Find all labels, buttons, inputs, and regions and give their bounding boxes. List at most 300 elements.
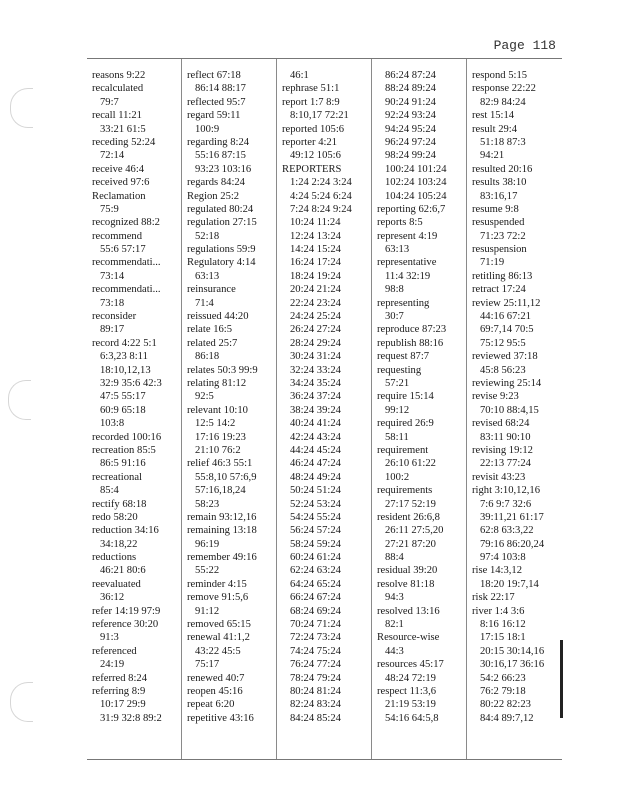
index-headword: reopen: [187, 685, 216, 697]
index-entry-continuation: [472, 645, 562, 658]
index-page-refs: 85:5: [137, 444, 156, 456]
index-entry: [92, 283, 181, 296]
index-headword: reported: [282, 123, 318, 135]
index-entry: [92, 444, 181, 457]
index-entry: [187, 631, 276, 644]
index-page-refs: 1:24 2:24 3:24: [290, 177, 352, 189]
index-page-refs: 18:20 19:7,14: [480, 578, 539, 590]
index-entry: [92, 190, 181, 203]
index-entry-continuation: [472, 551, 562, 564]
index-page-refs: 64:24 65:24: [290, 578, 341, 590]
index-page-refs: 16:5: [213, 324, 233, 336]
index-page-refs: 99:12: [385, 404, 410, 416]
index-entry: [377, 323, 466, 336]
index-page-refs: 43:23: [501, 471, 526, 483]
index-entry-continuation: [282, 578, 371, 591]
index-entry-continuation: [377, 377, 466, 390]
index-headword: report: [282, 96, 308, 108]
index-headword: recommend: [92, 230, 143, 242]
margin-rule: [560, 640, 563, 718]
index-entry-continuation: [472, 457, 562, 470]
index-entry: [472, 109, 562, 122]
index-entry-continuation: [377, 96, 466, 109]
index-entry-continuation: [377, 69, 466, 82]
index-page-refs: 96:24 97:24: [385, 136, 436, 148]
index-page-refs: 97:6: [130, 177, 150, 189]
index-entry: [187, 323, 276, 336]
index-page-refs: 42:24 43:24: [290, 431, 341, 443]
index-entry-continuation: [472, 96, 562, 109]
index-page-refs: 89:17: [100, 324, 125, 336]
index-entry-continuation: [282, 230, 371, 243]
index-entry: [92, 551, 181, 564]
index-entry-continuation: [187, 163, 276, 176]
index-entry: [472, 390, 562, 403]
index-entry-continuation: [377, 551, 466, 564]
index-entry: [92, 524, 181, 537]
index-entry-continuation: [282, 390, 371, 403]
index-page-refs: 16:24 17:24: [290, 257, 341, 269]
index-page-refs: 100:9: [195, 123, 220, 135]
index-headword: regulated: [187, 203, 227, 215]
index-headword: Regulatory: [187, 257, 235, 269]
index-entry: [377, 203, 466, 216]
index-entry-continuation: [187, 82, 276, 95]
index-column-5: [467, 59, 562, 759]
index-entry: [92, 511, 181, 524]
index-entry-continuation: [92, 377, 181, 390]
index-entry-continuation: [377, 283, 466, 296]
index-page-refs: 11:3,6: [409, 685, 437, 697]
index-headword: record: [92, 337, 120, 349]
index-entry: [187, 136, 276, 149]
index-page-refs: 44:24 45:24: [290, 444, 341, 456]
index-page-refs: 76:2 79:18: [480, 685, 526, 697]
index-page-refs: 30:7: [385, 311, 404, 323]
index-column-3: [277, 59, 372, 759]
index-entry-continuation: [92, 698, 181, 711]
index-page-refs: 62:24 63:24: [290, 565, 341, 577]
index-page-refs: 48:24 72:19: [385, 672, 436, 684]
index-page-refs: 13:16: [415, 605, 440, 617]
index-page-refs: 84:4 89:7,12: [480, 712, 534, 724]
index-headword: requesting: [377, 364, 422, 376]
index-entry-continuation: [187, 645, 276, 658]
index-page-refs: 24:24 25:24: [290, 311, 341, 323]
index-entry-continuation: [187, 270, 276, 283]
index-page-refs: 51:18 87:3: [480, 136, 526, 148]
index-page-refs: 25:11,12: [503, 297, 541, 309]
index-page-refs: 96:19: [195, 538, 220, 550]
index-page-refs: 26:24 27:24: [290, 324, 341, 336]
index-entry: [377, 444, 466, 457]
index-entry-continuation: [92, 149, 181, 162]
index-entry-continuation: [377, 404, 466, 417]
index-page-refs: 28:24 29:24: [290, 337, 341, 349]
index-headword: relates: [187, 364, 215, 376]
index-entry-continuation: [472, 672, 562, 685]
index-headword: result: [472, 123, 496, 135]
index-headword: require: [377, 391, 407, 403]
index-page-refs: 18:24 19:24: [290, 270, 341, 282]
index-entry-continuation: [377, 136, 466, 149]
index-headword: resuspension: [472, 244, 527, 256]
index-page-refs: 34:24 35:24: [290, 377, 341, 389]
index-entry-continuation: [472, 698, 562, 711]
index-page-refs: 30:16,17 36:16: [480, 659, 545, 671]
index-entry-continuation: [472, 685, 562, 698]
index-entry-continuation: [472, 136, 562, 149]
index-page-refs: 93:23 103:16: [195, 163, 252, 175]
index-entry: [92, 136, 181, 149]
index-headword: referenced: [92, 645, 137, 657]
index-page-refs: 9:23: [499, 391, 519, 403]
index-headword: recall: [92, 110, 116, 122]
index-page-refs: 52:18: [195, 230, 220, 242]
index-headword: retract: [472, 284, 500, 296]
index-page-refs: 44:16 67:21: [480, 311, 531, 323]
index-entry-continuation: [187, 471, 276, 484]
index-headword: resulted: [472, 163, 506, 175]
index-page-refs: 93:12,16: [219, 511, 257, 523]
index-entry-continuation: [92, 203, 181, 216]
index-page-refs: 81:18: [410, 578, 435, 590]
index-page-refs: 105:6: [319, 123, 345, 135]
index-page-refs: 22:22: [511, 83, 536, 95]
index-entry-continuation: [187, 431, 276, 444]
index-headword: recognized: [92, 217, 139, 229]
index-page-refs: 32:9 35:6 42:3: [100, 377, 162, 389]
index-headword: remove: [187, 592, 219, 604]
index-headword: revised: [472, 418, 503, 430]
index-page-refs: 4:24 5:24 6:24: [290, 190, 352, 202]
index-page-refs: 38:10: [502, 177, 527, 189]
index-entry-continuation: [282, 109, 371, 122]
index-entry-continuation: [92, 390, 181, 403]
index-page-refs: 30:20: [134, 619, 159, 631]
index-entry: [472, 444, 562, 457]
index-entry-continuation: [472, 149, 562, 162]
index-page-refs: 40:7: [225, 672, 245, 684]
index-entry: [472, 591, 562, 604]
index-page-refs: 46:24 47:24: [290, 458, 341, 470]
index-page-refs: 50:3 99:9: [217, 364, 258, 376]
index-page-refs: 9:8: [505, 203, 519, 215]
index-page-refs: 94:24 95:24: [385, 123, 436, 135]
index-page-refs: 80:22 82:23: [480, 699, 531, 711]
index-headword: Reclamation: [92, 190, 146, 202]
index-entry-continuation: [282, 203, 371, 216]
index-page-refs: 54:24 55:24: [290, 511, 341, 523]
index-entry: [187, 216, 276, 229]
index-page-refs: 14:24 15:24: [290, 244, 341, 256]
index-headword: rephrase: [282, 83, 318, 95]
index-entry-continuation: [92, 631, 181, 644]
index-headword: relating: [187, 377, 220, 389]
index-entry-continuation: [377, 82, 466, 95]
index-headword: renewal: [187, 632, 221, 644]
index-entry-continuation: [282, 484, 371, 497]
index-page-refs: 25:14: [517, 377, 542, 389]
index-entry-continuation: [377, 498, 466, 511]
index-entry-continuation: [377, 123, 466, 136]
index-headword: relevant: [187, 404, 222, 416]
index-page-refs: 103:8: [100, 418, 125, 430]
index-page-refs: 20:16: [508, 163, 533, 175]
index-page-refs: 36:24 37:24: [290, 391, 341, 403]
index-entry-continuation: [377, 149, 466, 162]
index-entry: [187, 176, 276, 189]
index-page-refs: 98:8: [385, 284, 404, 296]
index-column-1: [87, 59, 182, 759]
index-entry: [377, 578, 466, 591]
index-page-refs: 70:24 71:24: [290, 619, 341, 631]
index-entry: [377, 390, 466, 403]
index-page-refs: 11:21: [118, 110, 142, 122]
index-headword: respect: [377, 685, 407, 697]
index-entry-continuation: [92, 591, 181, 604]
index-headword: remain: [187, 511, 217, 523]
index-entry-continuation: [282, 417, 371, 430]
index-headword: resolve: [377, 578, 408, 590]
index-entry-continuation: [282, 538, 371, 551]
index-entry-continuation: [282, 243, 371, 256]
index-entry: [472, 564, 562, 577]
index-entry-continuation: [187, 658, 276, 671]
index-page-refs: 86:5 91:16: [100, 458, 146, 470]
index-entry-continuation: [282, 323, 371, 336]
index-page-refs: 10:24 11:24: [290, 217, 341, 229]
index-entry: [187, 685, 276, 698]
index-entry: [187, 256, 276, 269]
index-entry-continuation: [472, 511, 562, 524]
index-entry-continuation: [187, 390, 276, 403]
index-entry-continuation: [187, 498, 276, 511]
index-entry: [187, 672, 276, 685]
index-entry: [187, 96, 276, 109]
index-page-refs: 4:21: [318, 136, 338, 148]
index-page-refs: 8:24: [128, 672, 148, 684]
index-headword: resuspended: [472, 217, 525, 229]
index-entry-continuation: [472, 538, 562, 551]
index-entry-continuation: [472, 431, 562, 444]
index-entry-continuation: [187, 350, 276, 363]
index-entry: [472, 350, 562, 363]
index-entry: [92, 431, 181, 444]
index-headword: reporter: [282, 136, 316, 148]
index-entry-continuation: [377, 698, 466, 711]
index-headword: reconsider: [92, 311, 137, 323]
index-entry: [282, 82, 371, 95]
index-headword: recommendati...: [92, 257, 161, 269]
index-headword: revise: [472, 391, 498, 403]
index-entry-continuation: [377, 538, 466, 551]
index-entry: [92, 471, 181, 484]
index-headword: referring: [92, 685, 130, 697]
index-entry: [92, 645, 181, 658]
index-page-refs: 25:2: [220, 190, 240, 202]
index-entry: [187, 283, 276, 296]
index-headword: remaining: [187, 525, 230, 537]
index-headword: reproduce: [377, 324, 420, 336]
index-headword: resume: [472, 203, 503, 215]
binder-hole-top: [10, 88, 33, 128]
index-column-4: [372, 59, 467, 759]
index-page-refs: 27:15: [232, 217, 257, 229]
index-page-refs: 12:24 13:24: [290, 230, 341, 242]
index-entry-continuation: [472, 712, 562, 725]
index-entry: [377, 216, 466, 229]
index-page-refs: 6:20: [215, 699, 235, 711]
index-page-refs: 46:21 80:6: [100, 565, 146, 577]
index-entry: [377, 297, 466, 310]
index-page-refs: 4:15: [227, 578, 247, 590]
index-page-refs: 84:24: [220, 177, 245, 189]
index-entry: [472, 82, 562, 95]
index-page-refs: 50:24 51:24: [290, 485, 341, 497]
index-entry-continuation: [92, 404, 181, 417]
index-page-refs: 37:18: [513, 351, 538, 363]
index-entry-continuation: [377, 591, 466, 604]
index-page-refs: 72:14: [100, 150, 125, 162]
index-entry-continuation: [187, 297, 276, 310]
index-headword: repeat: [187, 699, 213, 711]
index-entry-continuation: [472, 524, 562, 537]
index-page-refs: 21:10 76:2: [195, 444, 241, 456]
index-headword: redo: [92, 511, 111, 523]
index-page-refs: 55:8,10 57:6,9: [195, 471, 257, 483]
index-page-refs: 44:20: [224, 311, 249, 323]
index-page-refs: 86:14 88:17: [195, 83, 246, 95]
index-page-refs: 8:24: [230, 136, 250, 148]
index-entry-continuation: [282, 190, 371, 203]
index-page-refs: 17:24: [501, 284, 526, 296]
index-page-refs: 8:10,17 72:21: [290, 110, 349, 122]
index-page-refs: 82:9 84:24: [480, 96, 526, 108]
index-entry-continuation: [282, 377, 371, 390]
index-entry: [92, 230, 181, 243]
index-headword: removed: [187, 619, 225, 631]
index-headword: right: [472, 485, 493, 497]
index-entry-continuation: [282, 498, 371, 511]
index-page-refs: 40:24 41:24: [290, 418, 341, 430]
index-entry: [92, 672, 181, 685]
index-page-refs: 33:21 61:5: [100, 123, 146, 135]
index-page-refs: 7:6 9:7 32:6: [480, 498, 532, 510]
index-page-refs: 83:11 90:10: [480, 431, 531, 443]
index-headword: reference: [92, 619, 132, 631]
index-entry-continuation: [92, 123, 181, 136]
index-entry-continuation: [377, 163, 466, 176]
index-entry-continuation: [187, 484, 276, 497]
index-headword: reductions: [92, 552, 137, 564]
index-page-refs: 88:24 89:24: [385, 83, 436, 95]
index-page-refs: 60:9 65:18: [100, 404, 146, 416]
index-entry: [187, 712, 276, 725]
index-page-refs: 39:11,21 61:17: [480, 511, 544, 523]
index-entry: [92, 685, 181, 698]
index-page-refs: 5:15: [508, 70, 528, 81]
index-page-refs: 54:16 64:5,8: [385, 712, 439, 724]
index-page-refs: 39:20: [413, 565, 438, 577]
index-entry-continuation: [282, 431, 371, 444]
index-headword: residual: [377, 565, 411, 577]
index-entry: [92, 310, 181, 323]
index-page-refs: 87:23: [422, 324, 447, 336]
index-headword: reporting: [377, 203, 416, 215]
index-page-refs: 80:24 81:24: [290, 685, 341, 697]
index-page-refs: 75:12 95:5: [480, 337, 526, 349]
index-headword: representing: [377, 297, 430, 309]
index-page-refs: 70:10 88:4,15: [480, 404, 539, 416]
index-entry: [472, 123, 562, 136]
index-page-refs: 75:9: [100, 203, 119, 215]
index-page-refs: 88:2: [141, 217, 160, 229]
index-page-refs: 88:16: [419, 337, 444, 349]
index-page-refs: 46:4: [125, 163, 145, 175]
index-page-refs: 95:7: [226, 96, 246, 108]
index-page-refs: 4:14: [236, 257, 256, 269]
index-page-refs: 74:24 75:24: [290, 645, 341, 657]
index-page-refs: 68:18: [122, 498, 147, 510]
index-entry-continuation: [472, 337, 562, 350]
index-entry: [187, 337, 276, 350]
index-page-refs: 46:1: [290, 70, 309, 81]
index-page-refs: 79:7: [100, 96, 119, 108]
index-entry: [187, 109, 276, 122]
index-headword: REPORTERS: [282, 163, 342, 175]
index-headword: related: [187, 337, 216, 349]
index-entry-continuation: [472, 230, 562, 243]
index-page-refs: 51:1: [320, 83, 340, 95]
index-entry-continuation: [377, 712, 466, 725]
index-entry: [472, 163, 562, 176]
index-page-refs: 9:22: [126, 70, 146, 81]
index-page-refs: 97:4 103:8: [480, 552, 526, 564]
index-page-refs: 26:9: [414, 418, 434, 430]
index-entry-continuation: [187, 605, 276, 618]
index-headword: relate: [187, 324, 211, 336]
index-headword: republish: [377, 337, 417, 349]
index-entry-continuation: [282, 270, 371, 283]
index-headword: reinsurance: [187, 284, 236, 296]
index-page-refs: 48:24 49:24: [290, 471, 341, 483]
index-entry-continuation: [92, 538, 181, 551]
index-entry: [282, 136, 371, 149]
index-entry: [282, 123, 371, 136]
index-page-refs: 45:8 56:23: [480, 364, 526, 376]
index-entry: [187, 511, 276, 524]
index-entry-continuation: [282, 69, 371, 82]
index-headword: revisit: [472, 471, 499, 483]
index-page-refs: 71:4: [195, 297, 214, 309]
index-entry-continuation: [282, 337, 371, 350]
index-entry-continuation: [187, 230, 276, 243]
index-page-refs: 21:19 53:19: [385, 699, 436, 711]
index-headword: reevaluated: [92, 578, 141, 590]
index-headword: regulations: [187, 244, 235, 256]
index-page-refs: 10:17 29:9: [100, 699, 146, 711]
index-page-refs: 52:24 53:24: [290, 498, 341, 510]
index-entry: [92, 256, 181, 269]
index-page-refs: 80:24: [229, 203, 254, 215]
index-page-refs: 72:24 73:24: [290, 632, 341, 644]
index-entry: [282, 163, 371, 176]
index-entry-continuation: [377, 618, 466, 631]
index-entry: [472, 471, 562, 484]
index-page-refs: 55:22: [195, 565, 220, 577]
index-page-refs: 30:24 31:24: [290, 351, 341, 363]
